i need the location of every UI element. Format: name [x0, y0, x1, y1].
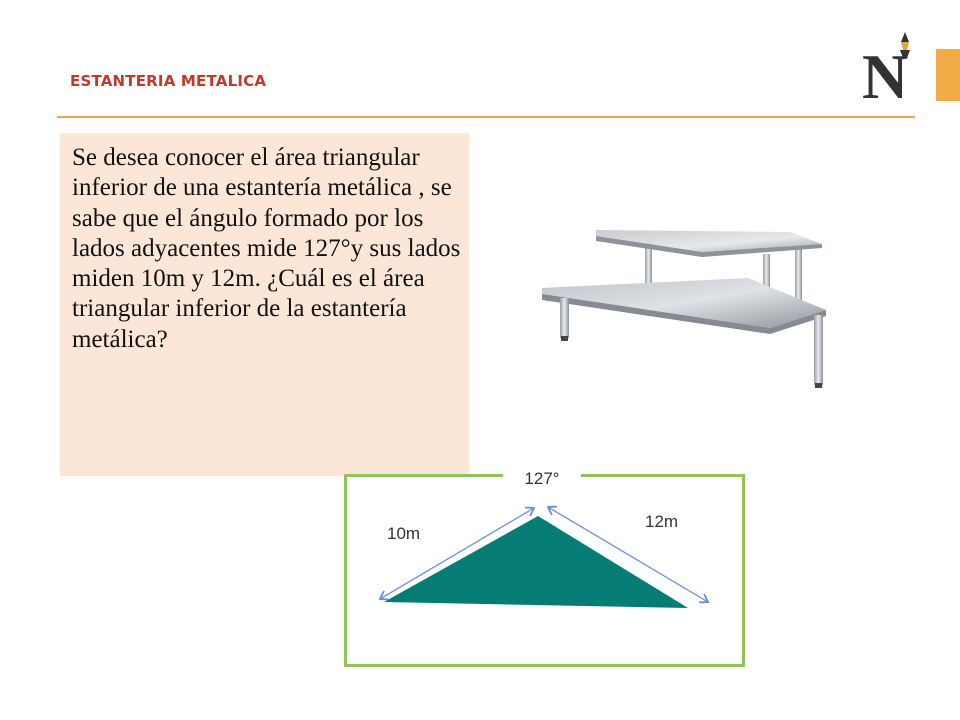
- logo-letter: N: [862, 41, 909, 102]
- slide-title: ESTANTERIA METALICA: [70, 72, 267, 90]
- side-length-right-label: 12m: [645, 512, 679, 531]
- corner-metal-shelf-image: [530, 210, 830, 400]
- problem-box: [60, 133, 469, 476]
- angle-label: 127°: [503, 465, 581, 493]
- problem-statement: Se desea conocer el área triangular inferior de una estantería metálica , se sabe que el ángulo formado por los lados adyacentes mide 127°y sus lados miden 10m y 12m. ¿Cuál es el área triangular inferior de la estantería metálica?: [72, 144, 461, 353]
- triangle-shape: [384, 516, 688, 608]
- n-compass-logo-icon: [858, 28, 918, 102]
- corner-accent-tab: [936, 49, 960, 101]
- triangle-diagram: [344, 474, 745, 667]
- title-divider: [57, 116, 915, 118]
- side-length-left-label: 10m: [387, 524, 421, 543]
